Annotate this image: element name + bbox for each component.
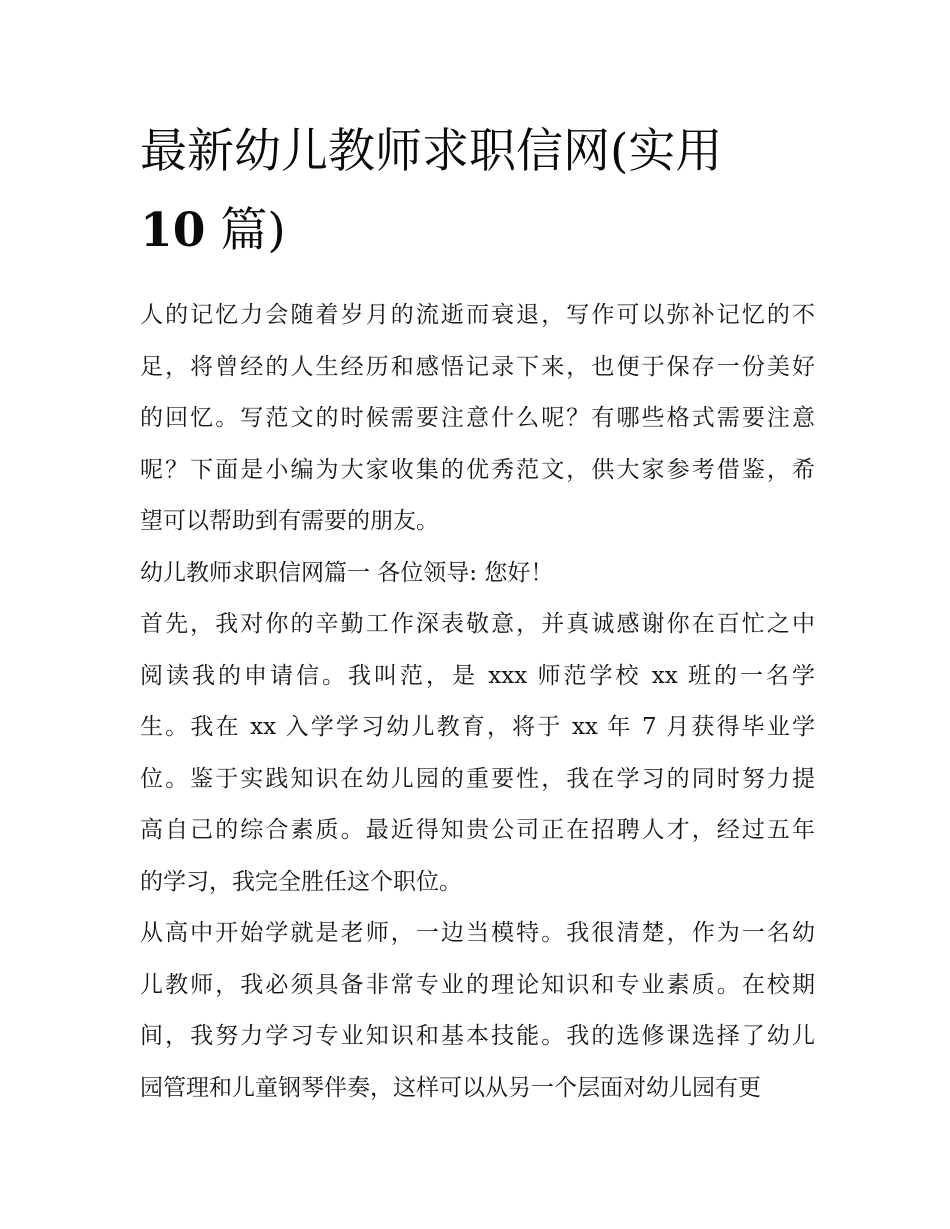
document-body (140, 290, 815, 1114)
paragraph-line: 幼儿教师求职信网篇一 各位领导: 您好！ (140, 559, 554, 586)
document-content (140, 112, 815, 1114)
paragraph-line: 的回忆。写范文的时候需要注意什么呢？有哪些格式需要注意 (140, 405, 815, 431)
paragraph-line: 首先，我对你的辛勤工作深表敬意，并真诚感谢你在百忙之中 (140, 611, 815, 637)
document-title (140, 112, 815, 270)
paragraph-line: 阅读我的申请信。我叫范，是 xxx 师范学校 xx 班的一名学 (140, 662, 815, 689)
paragraph (140, 290, 815, 548)
paragraph-line: 儿教师，我必须具备非常专业的理论知识和专业素质。在校期 (140, 971, 815, 998)
paragraph (140, 908, 815, 1114)
paragraph (140, 599, 815, 908)
paragraph-line: 园管理和儿童钢琴伴奏，这样可以从另一个层面对幼儿园有更 (140, 1074, 761, 1101)
paragraph-line: 的学习，我完全胜任这个职位。 (140, 868, 462, 895)
paragraph-line: 望可以帮助到有需要的朋友。 (140, 508, 439, 534)
paragraph-line: 高自己的综合素质。最近得知贵公司正在招聘人才，经过五年 (140, 817, 815, 843)
paragraph-line: 间，我努力学习专业知识和基本技能。我的选修课选择了幼儿 (140, 1023, 815, 1049)
paragraph-line: 位。鉴于实践知识在幼儿园的重要性，我在学习的同时努力提 (140, 765, 815, 792)
title-line-2: 10 篇) (140, 203, 286, 258)
title-line-1: 最新幼儿教师求职信网(实用 (140, 124, 723, 179)
paragraph-line: 从高中开始学就是老师，一边当模特。我很清楚，作为一名幼 (140, 920, 815, 946)
paragraph-line: 人的记忆力会随着岁月的流逝而衰退，写作可以弥补记忆的不 (140, 302, 815, 328)
paragraph (140, 548, 815, 600)
paragraph-line: 足，将曾经的人生经历和感悟记录下来，也便于保存一份美好 (140, 353, 815, 380)
paragraph-line: 呢？下面是小编为大家收集的优秀范文，供大家参考借鉴，希 (140, 456, 815, 483)
paragraph-line: 生。我在 xx 入学学习幼儿教育，将于 xx 年 7 月获得毕业学 (140, 714, 815, 740)
